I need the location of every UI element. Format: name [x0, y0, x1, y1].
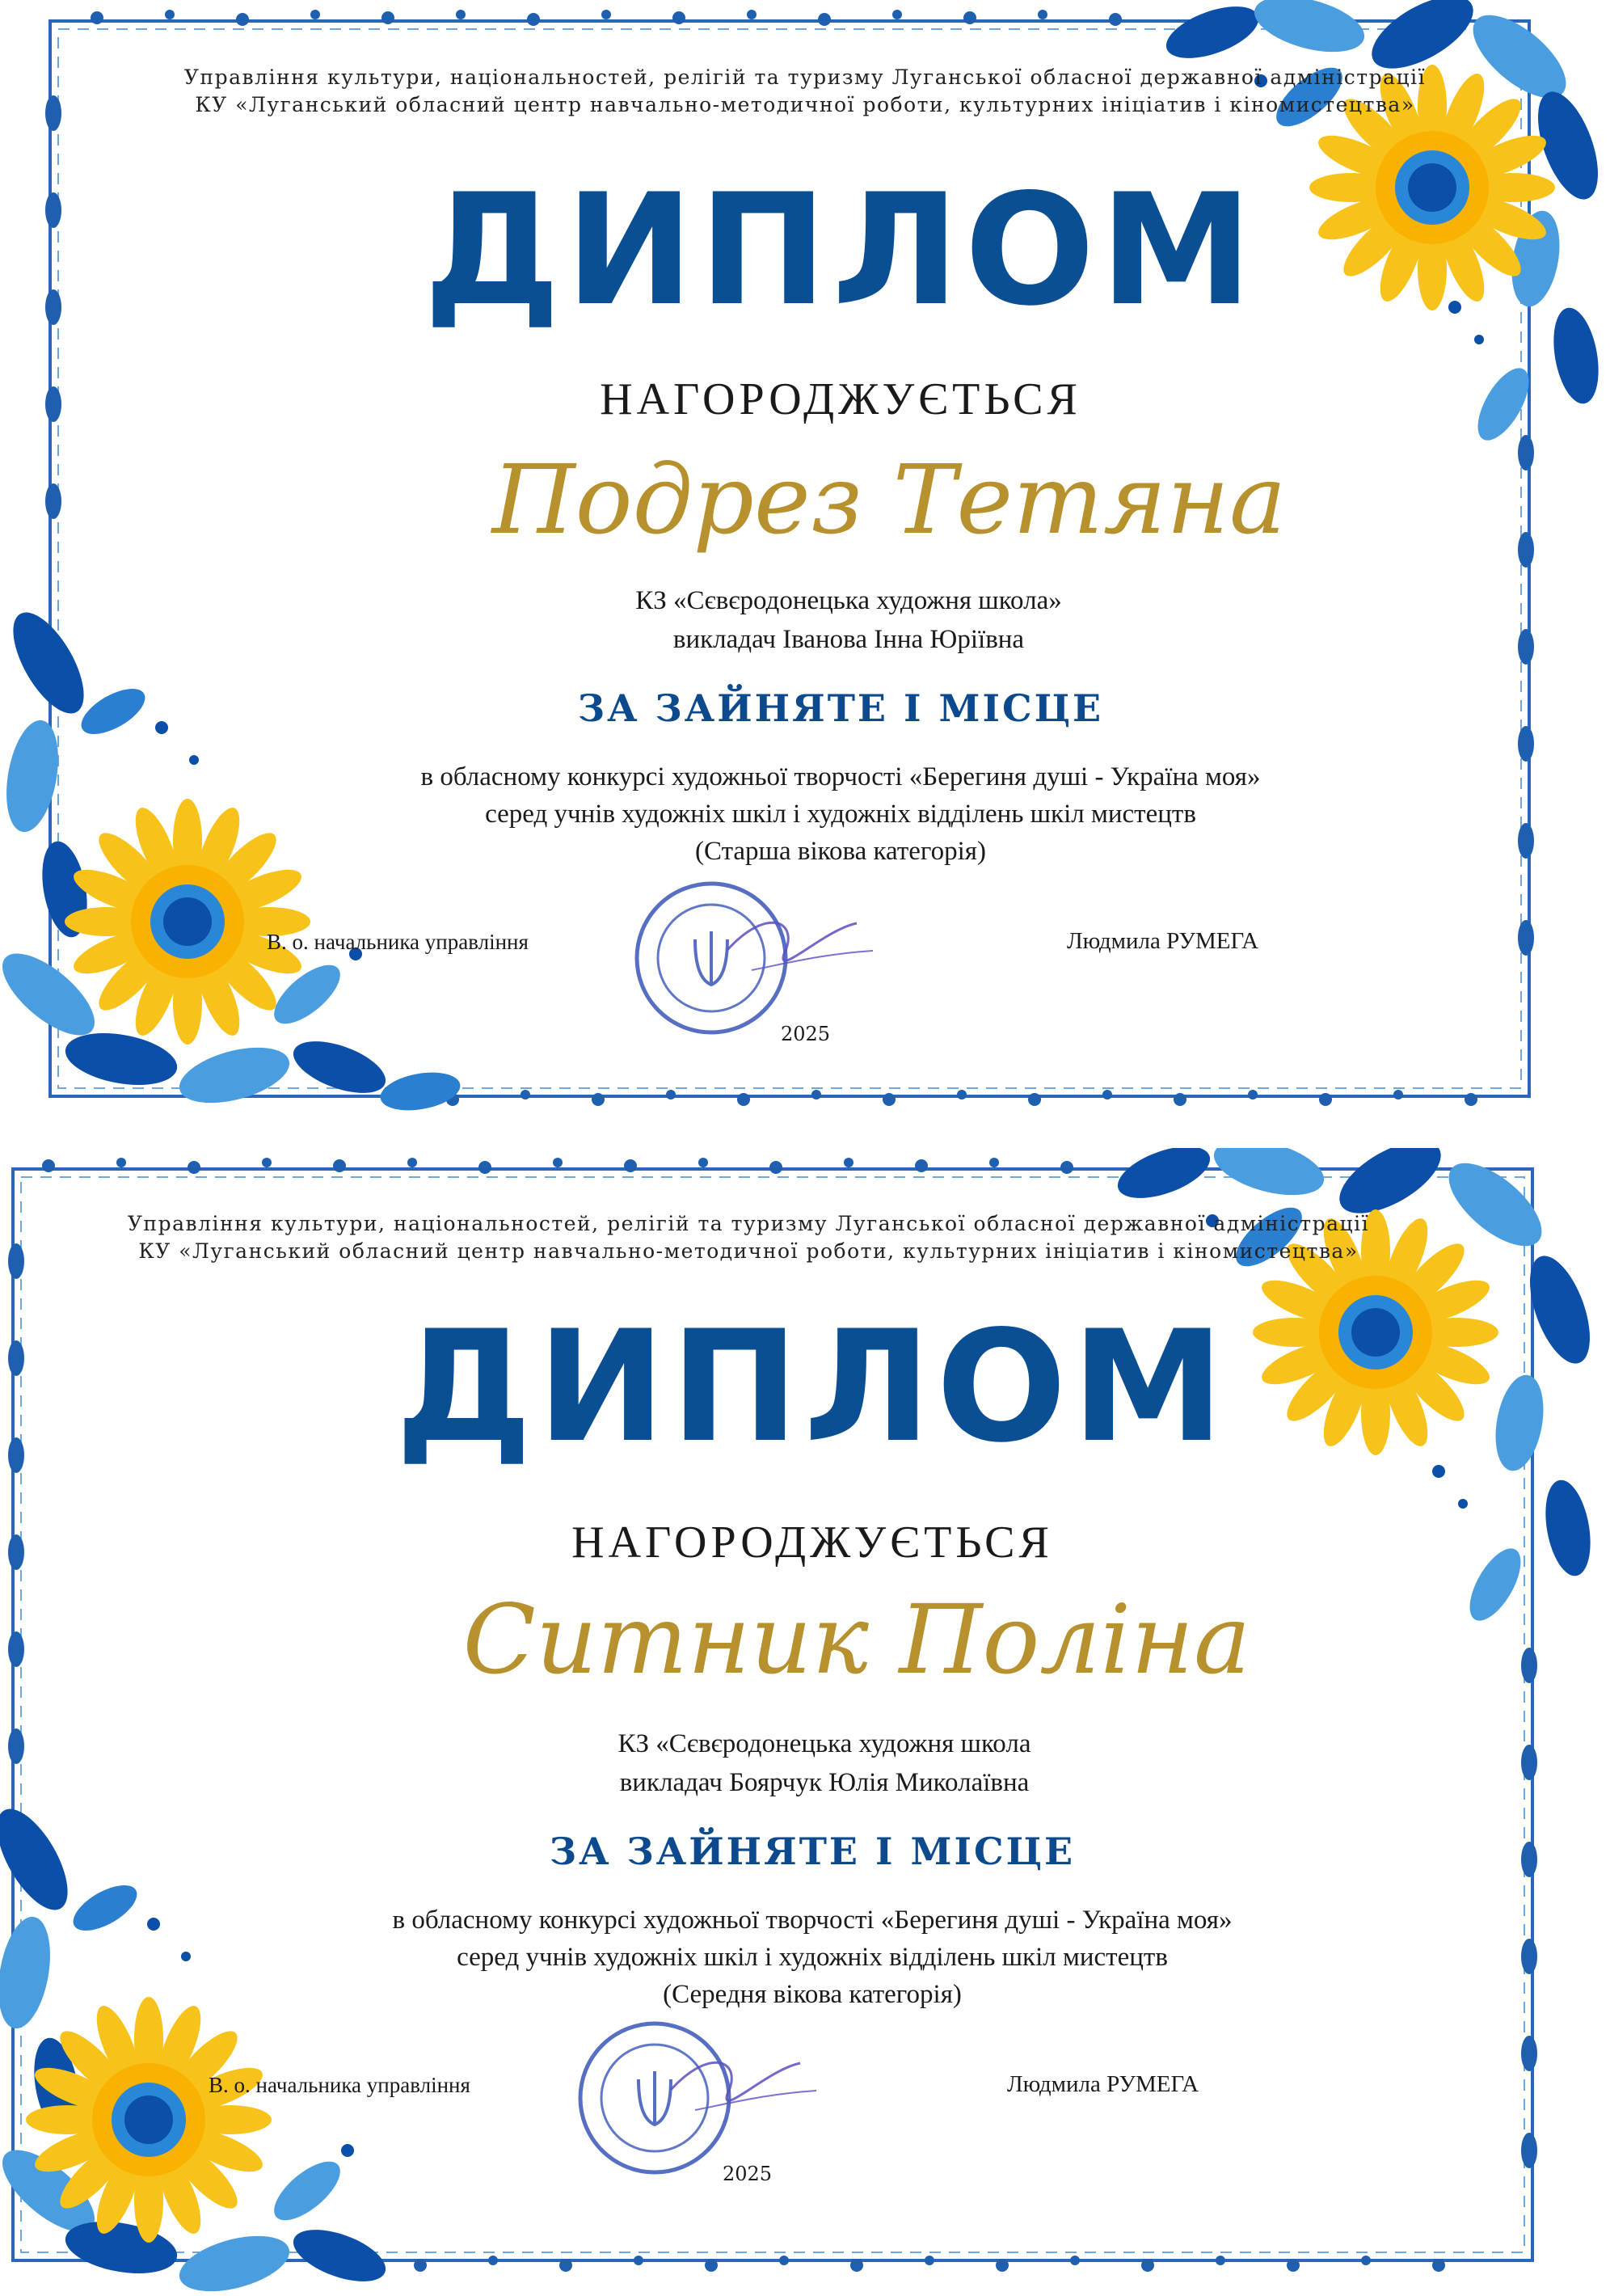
awarded-label: НАГОРОДЖУЄТЬСЯ [571, 1517, 1053, 1568]
recipient-name: Ситник Поліна [462, 1584, 1251, 1695]
contest-description-2: серед учнів художніх шкіл і художніх відділень шкіл мистецтв [457, 1943, 1168, 1972]
teacher-name: викладач Боярчук Юлія Миколаївна [619, 1768, 1030, 1797]
diploma-title: ДИПЛОМ [424, 161, 1258, 340]
place-statement: ЗА ЗАЙНЯТЕ І МІСЦЕ [577, 686, 1104, 730]
signatory-name: Людмила РУМЕГА [1067, 928, 1259, 954]
signatory-name: Людмила РУМЕГА [1007, 2071, 1199, 2097]
age-category: (Середня вікова категорія) [663, 1980, 962, 2009]
diploma-2 [0, 1148, 1610, 2296]
school-name: КЗ «Сєвєродонецька художня школа [617, 1729, 1031, 1758]
diploma-year: 2025 [781, 1023, 831, 1045]
diploma-title: ДИПЛОМ [395, 1298, 1229, 1476]
school-name: КЗ «Сєвєродонецька художня школа» [635, 586, 1062, 615]
header-line-1: Управління культури, національностей, релігій та туризму Луганської обласної державної адміністрації [127, 1212, 1370, 1235]
place-statement: ЗА ЗАЙНЯТЕ І МІСЦЕ [549, 1830, 1076, 1873]
header-line-2: КУ «Луганський обласний центр навчально-методичної роботи, культурних ініціатив і кіномистецтва» [195, 93, 1415, 116]
contest-description-1: в обласному конкурсі художньої творчості «Берегиня душі - Україна моя» [420, 762, 1261, 791]
header-line-2: КУ «Луганський обласний центр навчально-методичної роботи, культурних ініціатив і кіномистецтва» [138, 1239, 1359, 1263]
recipient-name: Подрез Тетяна [491, 444, 1287, 555]
teacher-name: викладач Іванова Інна Юріївна [672, 625, 1025, 654]
signatory-title: В. о. начальника управління [267, 930, 529, 954]
awarded-label: НАГОРОДЖУЄТЬСЯ [600, 374, 1081, 424]
age-category: (Старша вікова категорія) [695, 837, 986, 866]
official-seal-stamp [558, 2013, 832, 2175]
official-seal-stamp [614, 873, 889, 1035]
contest-description-2: серед учнів художніх шкіл і художніх відділень шкіл мистецтв [485, 800, 1196, 829]
header-line-1: Управління культури, національностей, релігій та туризму Луганської обласної державної адміністрації [183, 65, 1427, 89]
diploma-year: 2025 [723, 2163, 773, 2185]
signatory-title: В. о. начальника управління [209, 2073, 470, 2097]
contest-description-1: в обласному конкурсі художньої творчості «Берегиня душі - Україна моя» [392, 1906, 1233, 1935]
